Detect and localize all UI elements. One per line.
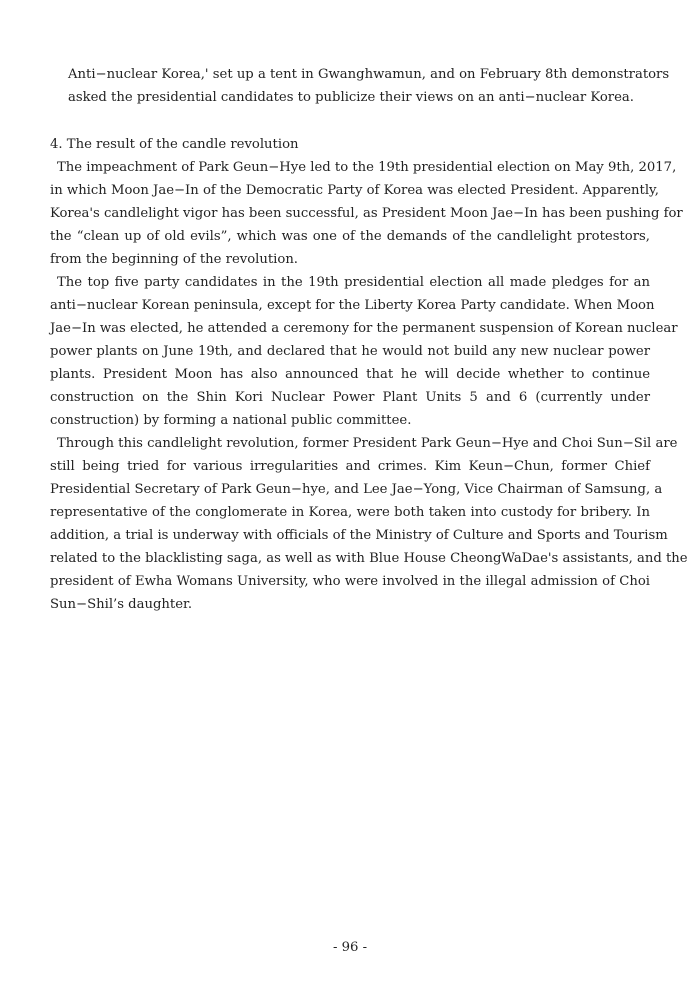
- paragraph-line: anti−nuclear Korean peninsula, except for the Liberty Korea Party candidate. When Moon: [50, 298, 655, 313]
- section: [50, 133, 688, 616]
- intro-line: Anti−nuclear Korea,' set up a tent in Gwanghwamun, and on February 8th demonstrators: [68, 67, 670, 82]
- paragraph-line: construction) by forming a national public committee.: [50, 413, 412, 428]
- page-number: - 96 -: [332, 940, 368, 955]
- paragraph-line: Jae−In was elected, he attended a ceremony for the permanent suspension of Korean nuclear: [50, 321, 678, 336]
- paragraph: [50, 156, 683, 271]
- paragraph-line: in which Moon Jae−In of the Democratic Party of Korea was elected President. Apparently,: [50, 183, 659, 198]
- paragraph-line: Through this candlelight revolution, former President Park Geun−Hye and Choi Sun−Sil are: [57, 436, 678, 451]
- paragraph-line: plants. President Moon has also announced that he will decide whether to continue: [50, 367, 650, 382]
- section-heading: 4. The result of the candle revolution: [50, 137, 299, 152]
- paragraph-line: The top five party candidates in the 19th presidential election all made pledges for an: [57, 275, 650, 290]
- paragraph: [50, 271, 678, 432]
- paragraph-line: Sun−Shil’s daughter.: [50, 597, 193, 612]
- paragraph-line: from the beginning of the revolution.: [50, 252, 298, 267]
- paragraph-line: addition, a trial is underway with officials of the Ministry of Culture and Sports and Tourism: [50, 528, 668, 543]
- spacer: [50, 109, 650, 133]
- paragraph-line: Presidential Secretary of Park Geun−hye, and Lee Jae−Yong, Vice Chairman of Samsung, a: [50, 482, 663, 497]
- paragraph-line: power plants on June 19th, and declared that he would not build any new nuclear power: [50, 344, 650, 359]
- paragraph: [50, 432, 688, 616]
- document-page: [50, 63, 688, 616]
- intro-line: asked the presidential candidates to publicize their views on an anti−nuclear Korea.: [68, 90, 634, 105]
- paragraph-line: construction on the Shin Kori Nuclear Power Plant Units 5 and 6 (currently under: [50, 390, 650, 405]
- paragraph-line: representative of the conglomerate in Korea, were both taken into custody for bribery. In: [50, 505, 650, 520]
- paragraph-line: The impeachment of Park Geun−Hye led to the 19th presidential election on May 9th, 2017,: [57, 160, 677, 175]
- paragraph-line: Korea's candlelight vigor has been successful, as President Moon Jae−In has been pushing for: [50, 206, 683, 221]
- intro-block: [68, 63, 670, 109]
- paragraph-line: still being tried for various irregularities and crimes. Kim Keun−Chun, former Chief: [50, 459, 650, 474]
- paragraph-line: president of Ewha Womans University, who were involved in the illegal admission of Choi: [50, 574, 650, 589]
- paragraph-line: related to the blacklisting saga, as well as with Blue House CheongWaDae's assistants, and the: [50, 551, 688, 566]
- paragraph-line: the “clean up of old evils”, which was one of the demands of the candlelight protestors,: [50, 229, 650, 244]
